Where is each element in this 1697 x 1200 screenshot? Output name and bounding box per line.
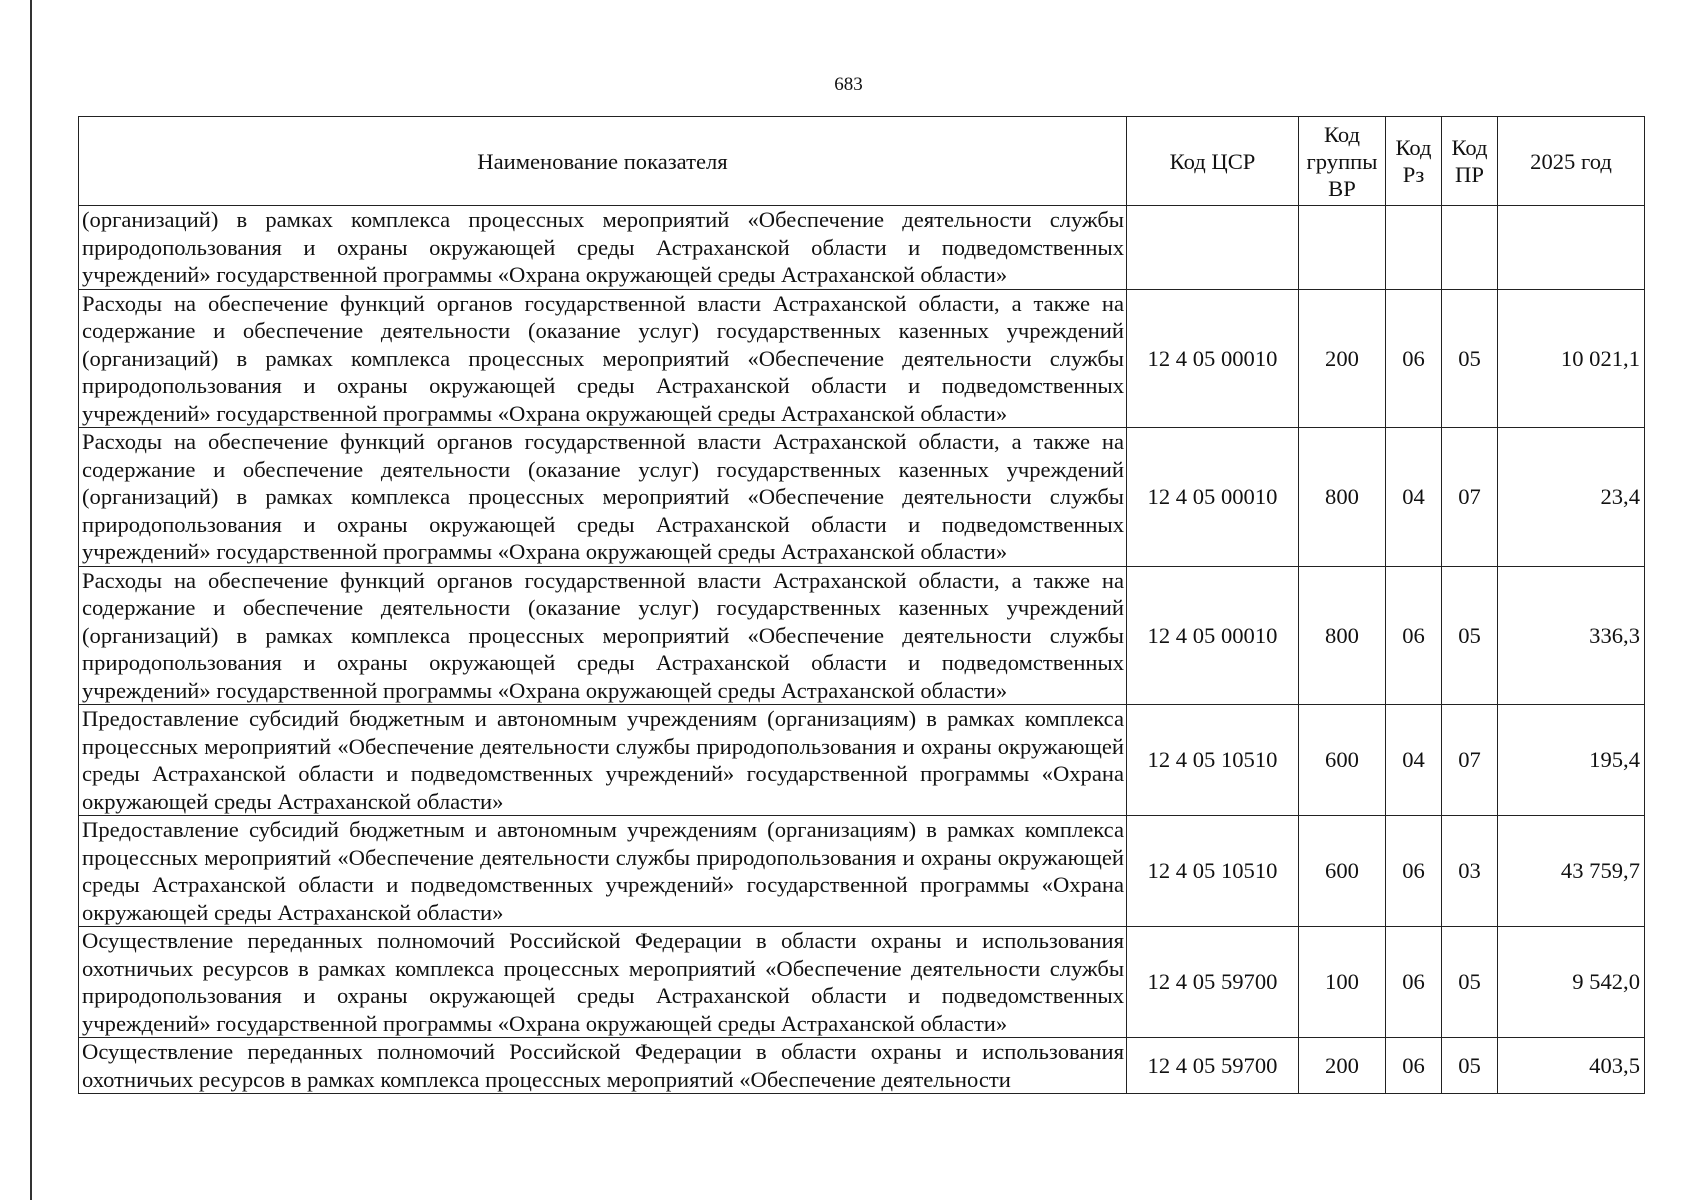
header-year: 2025 год — [1498, 117, 1645, 206]
header-vr — [1299, 117, 1386, 206]
row-csr: 12 4 05 00010 — [1127, 289, 1299, 428]
table-row — [79, 566, 1645, 705]
row-csr: 12 4 05 10510 — [1127, 816, 1299, 927]
row-name: Расходы на обеспечение функций органов государственной власти Астраханской области, а также на содержание и обеспечение деятельности (оказание услуг) государственных казенных учреждений (организаций) в рамках комплекса процессных мероприятий «Обеспечение деятельности службы природопользования и охраны окружающей среды Астраханской области и подведомственных учреждений» государственной программы «Охрана окружающей среды Астраханской области» — [79, 289, 1127, 428]
table-row — [79, 206, 1645, 290]
header-vr-line2: группы — [1306, 148, 1378, 174]
row-rz — [1386, 206, 1442, 290]
row-amount: 43 759,7 — [1498, 816, 1645, 927]
row-vr: 800 — [1299, 428, 1386, 567]
row-rz: 06 — [1386, 289, 1442, 428]
row-name: Предоставление субсидий бюджетным и автономным учреждениям (организациям) в рамках комплекса процессных мероприятий «Обеспечение деятельности службы природопользования и охраны окружающей среды Астраханской области и подведомственных учреждений» государственной программы «Охрана окружающей среды Астраханской области» — [79, 705, 1127, 816]
header-pr-line2: ПР — [1455, 162, 1484, 187]
table-header-row — [79, 117, 1645, 206]
row-rz: 04 — [1386, 428, 1442, 567]
header-pr — [1442, 117, 1498, 206]
row-pr: 03 — [1442, 816, 1498, 927]
row-vr: 800 — [1299, 566, 1386, 705]
header-vr-line1: Код — [1323, 121, 1361, 147]
header-pr-line1: Код — [1451, 135, 1488, 160]
row-name: Расходы на обеспечение функций органов государственной власти Астраханской области, а также на содержание и обеспечение деятельности (оказание услуг) государственных казенных учреждений (организаций) в рамках комплекса процессных мероприятий «Обеспечение деятельности службы природопользования и охраны окружающей среды Астраханской области и подведомственных учреждений» государственной программы «Охрана окружающей среды Астраханской области» — [79, 428, 1127, 567]
header-csr: Код ЦСР — [1127, 117, 1299, 206]
row-pr: 07 — [1442, 705, 1498, 816]
page-number: 683 — [834, 74, 863, 95]
row-amount: 403,5 — [1498, 1038, 1645, 1094]
header-rz — [1386, 117, 1442, 206]
table-row — [79, 289, 1645, 428]
table-row — [79, 927, 1645, 1038]
header-vr-line3: ВР — [1328, 175, 1356, 201]
row-amount: 9 542,0 — [1498, 927, 1645, 1038]
row-vr: 600 — [1299, 816, 1386, 927]
row-name: Предоставление субсидий бюджетным и автономным учреждениям (организациям) в рамках комплекса процессных мероприятий «Обеспечение деятельности службы природопользования и охраны окружающей среды Астраханской области и подведомственных учреждений» государственной программы «Охрана окружающей среды Астраханской области» — [79, 816, 1127, 927]
row-amount: 10 021,1 — [1498, 289, 1645, 428]
table-row — [79, 428, 1645, 567]
row-vr: 200 — [1299, 1038, 1386, 1094]
row-amount: 23,4 — [1498, 428, 1645, 567]
row-csr: 12 4 05 00010 — [1127, 428, 1299, 567]
row-csr: 12 4 05 59700 — [1127, 1038, 1299, 1094]
row-pr: 05 — [1442, 927, 1498, 1038]
row-vr: 200 — [1299, 289, 1386, 428]
row-csr: 12 4 05 59700 — [1127, 927, 1299, 1038]
left-margin-rule — [30, 0, 32, 1200]
header-rz-line2: Рз — [1402, 162, 1425, 187]
row-rz: 06 — [1386, 927, 1442, 1038]
row-pr: 05 — [1442, 289, 1498, 428]
row-vr: 100 — [1299, 927, 1386, 1038]
row-rz: 06 — [1386, 816, 1442, 927]
table-row — [79, 705, 1645, 816]
table-row — [79, 816, 1645, 927]
row-rz: 04 — [1386, 705, 1442, 816]
row-pr: 05 — [1442, 566, 1498, 705]
row-name: Осуществление переданных полномочий Российской Федерации в области охраны и использования охотничьих ресурсов в рамках комплекса процессных мероприятий «Обеспечение деятельности — [79, 1038, 1127, 1094]
row-rz: 06 — [1386, 1038, 1442, 1094]
row-vr: 600 — [1299, 705, 1386, 816]
row-amount: 195,4 — [1498, 705, 1645, 816]
budget-table — [78, 116, 1645, 1094]
row-name: (организаций) в рамках комплекса процессных мероприятий «Обеспечение деятельности службы природопользования и охраны окружающей среды Астраханской области и подведомственных учреждений» государственной программы «Охрана окружающей среды Астраханской области» — [79, 206, 1127, 290]
row-name: Осуществление переданных полномочий Российской Федерации в области охраны и использования охотничьих ресурсов в рамках комплекса процессных мероприятий «Обеспечение деятельности службы природопользования и охраны окружающей среды Астраханской области и подведомственных учреждений» государственной программы «Охрана окружающей среды Астраханской области» — [79, 927, 1127, 1038]
row-amount: 336,3 — [1498, 566, 1645, 705]
header-name: Наименование показателя — [79, 117, 1127, 206]
row-name: Расходы на обеспечение функций органов государственной власти Астраханской области, а также на содержание и обеспечение деятельности (оказание услуг) государственных казенных учреждений (организаций) в рамках комплекса процессных мероприятий «Обеспечение деятельности службы природопользования и охраны окружающей среды Астраханской области и подведомственных учреждений» государственной программы «Охрана окружающей среды Астраханской области» — [79, 566, 1127, 705]
row-rz: 06 — [1386, 566, 1442, 705]
row-pr: 07 — [1442, 428, 1498, 567]
row-csr: 12 4 05 10510 — [1127, 705, 1299, 816]
row-vr — [1299, 206, 1386, 290]
row-pr — [1442, 206, 1498, 290]
row-csr: 12 4 05 00010 — [1127, 566, 1299, 705]
row-csr — [1127, 206, 1299, 290]
row-amount — [1498, 206, 1645, 290]
row-pr: 05 — [1442, 1038, 1498, 1094]
header-rz-line1: Код — [1395, 135, 1432, 160]
table-row — [79, 1038, 1645, 1094]
